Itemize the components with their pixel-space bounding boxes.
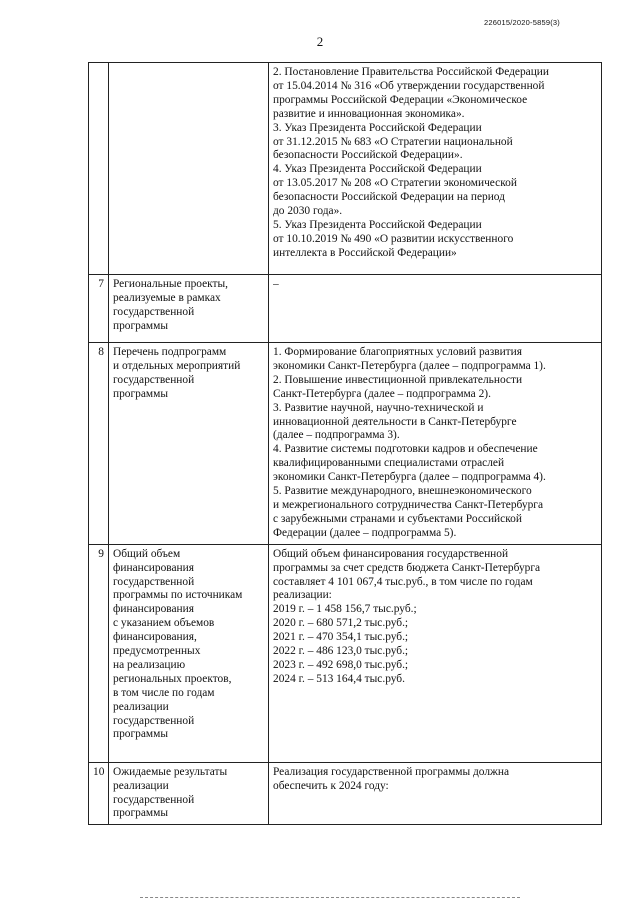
row-label — [109, 762, 269, 825]
label-line: программы — [113, 387, 168, 400]
page-number: 2 — [316, 34, 324, 49]
label-line: региональных проектов, — [113, 672, 232, 685]
content-line: 2021 г. – 470 354,1 тыс.руб.; — [273, 631, 409, 644]
row-content — [269, 762, 602, 825]
label-line: Перечень подпрограмм — [113, 346, 227, 358]
content-line: Реализация государственной программы должна — [273, 765, 510, 778]
label-line: и отдельных мероприятий — [113, 359, 241, 372]
content-line: 2019 г. – 1 458 156,7 тыс.руб.; — [273, 603, 417, 616]
row-content — [269, 544, 602, 762]
content-line: 4. Развитие системы подготовки кадров и обеспечение — [273, 443, 538, 456]
content-line: 3. Указ Президента Российской Федерации — [273, 121, 482, 134]
content-line: с зарубежными странами и субъектами Российской — [273, 512, 522, 525]
content-line: 2022 г. – 486 123,0 тыс.руб.; — [273, 645, 409, 658]
content-line: до 2030 года». — [273, 205, 343, 218]
label-line: государственной — [113, 793, 195, 806]
row-number — [89, 63, 109, 275]
row-number: 10 — [89, 762, 109, 825]
row-content — [269, 275, 602, 343]
label-line: Общий объем — [113, 547, 181, 560]
row-label — [109, 544, 269, 762]
label-line: Региональные проекты, — [113, 278, 229, 290]
table-row — [89, 762, 602, 825]
label-line: финансирования, — [113, 631, 197, 644]
content-line: 4. Указ Президента Российской Федерации — [273, 163, 482, 176]
content-line: от 15.04.2014 № 316 «Об утверждении государственной — [273, 79, 545, 92]
content-line: Федерации (далее – подпрограмма 5). — [273, 526, 457, 539]
content-line: экономики Санкт-Петербурга (далее – подпрограмма 1). — [273, 359, 546, 372]
row-number: 7 — [89, 275, 109, 343]
content-line: 2. Постановление Правительства Российской Федерации — [273, 66, 549, 78]
label-line: программы — [113, 728, 168, 741]
label-line: реализуемые в рамках — [113, 291, 221, 304]
passport-table — [88, 62, 602, 825]
table-row — [89, 544, 602, 762]
label-line: финансирования — [113, 561, 194, 574]
label-line: финансирования — [113, 603, 194, 616]
row-number: 8 — [89, 343, 109, 545]
row-label — [109, 63, 269, 275]
content-line: – — [273, 278, 279, 290]
content-line: и межрегионального сотрудничества Санкт-Петербурга — [273, 498, 543, 511]
table-row — [89, 343, 602, 545]
label-line: Ожидаемые результаты — [113, 765, 228, 778]
content-line: от 13.05.2017 № 208 «О Стратегии экономической — [273, 177, 517, 190]
content-line: квалифицированными специалистами отраслей — [273, 457, 505, 470]
content-line: программы за счет средств бюджета Санкт-Петербурга — [273, 561, 541, 574]
document-id: 226015/2020-5859(3) — [484, 18, 560, 27]
label-line: на реализацию — [113, 658, 186, 671]
label-line: государственной — [113, 575, 195, 588]
label-line: программы — [113, 319, 168, 332]
row-number: 9 — [89, 544, 109, 762]
row-content — [269, 343, 602, 545]
label-line: программы — [113, 807, 168, 820]
content-line: составляет 4 101 067,4 тыс.руб., в том числе по годам — [273, 575, 533, 588]
content-line: безопасности Российской Федерации». — [273, 149, 463, 162]
content-line: экономики Санкт-Петербурга (далее – подпрограмма 4). — [273, 471, 546, 484]
table-row — [89, 275, 602, 343]
row-content — [269, 63, 602, 275]
row-label — [109, 275, 269, 343]
content-line: развитие и инновационная экономика». — [273, 107, 465, 120]
content-line: 3. Развитие научной, научно-технической и — [273, 401, 484, 414]
label-line: предусмотренных — [113, 645, 201, 658]
table-row — [89, 63, 602, 275]
label-line: реализации — [113, 779, 169, 792]
content-line: (далее – подпрограмма 3). — [273, 429, 400, 442]
label-line: государственной — [113, 714, 195, 727]
label-line: государственной — [113, 373, 195, 386]
footer-divider — [140, 897, 520, 899]
content-line: 1. Формирование благоприятных условий развития — [273, 346, 522, 358]
label-line: реализации — [113, 700, 169, 713]
content-line: интеллекта в Российской Федерации» — [273, 246, 457, 259]
content-line: Общий объем финансирования государственной — [273, 547, 509, 560]
label-line: в том числе по годам — [113, 686, 215, 699]
content-line: безопасности Российской Федерации на период — [273, 191, 505, 204]
label-line: с указанием объемов — [113, 617, 215, 630]
content-line: программы Российской Федерации «Экономическое — [273, 93, 528, 106]
label-line: программы по источникам — [113, 589, 243, 602]
content-line: 5. Указ Президента Российской Федерации — [273, 218, 482, 231]
content-line: 2. Повышение инвестиционной привлекательности — [273, 373, 523, 386]
content-line: обеспечить к 2024 году: — [273, 779, 389, 792]
content-line: от 10.10.2019 № 490 «О развитии искусственного — [273, 232, 514, 245]
content-line: 2024 г. – 513 164,4 тыс.руб. — [273, 672, 405, 685]
row-label — [109, 343, 269, 545]
content-line: 2023 г. – 492 698,0 тыс.руб.; — [273, 658, 409, 671]
content-line: 5. Развитие международного, внешнеэкономического — [273, 485, 532, 498]
content-line: реализации: — [273, 589, 332, 602]
content-line: инновационной деятельности в Санкт-Петербурге — [273, 415, 517, 428]
label-line: государственной — [113, 305, 195, 318]
content-line: Санкт-Петербурга (далее – подпрограмма 2). — [273, 387, 491, 400]
content-line: 2020 г. – 680 571,2 тыс.руб.; — [273, 617, 409, 630]
content-line: от 31.12.2015 № 683 «О Стратегии национальной — [273, 135, 513, 148]
